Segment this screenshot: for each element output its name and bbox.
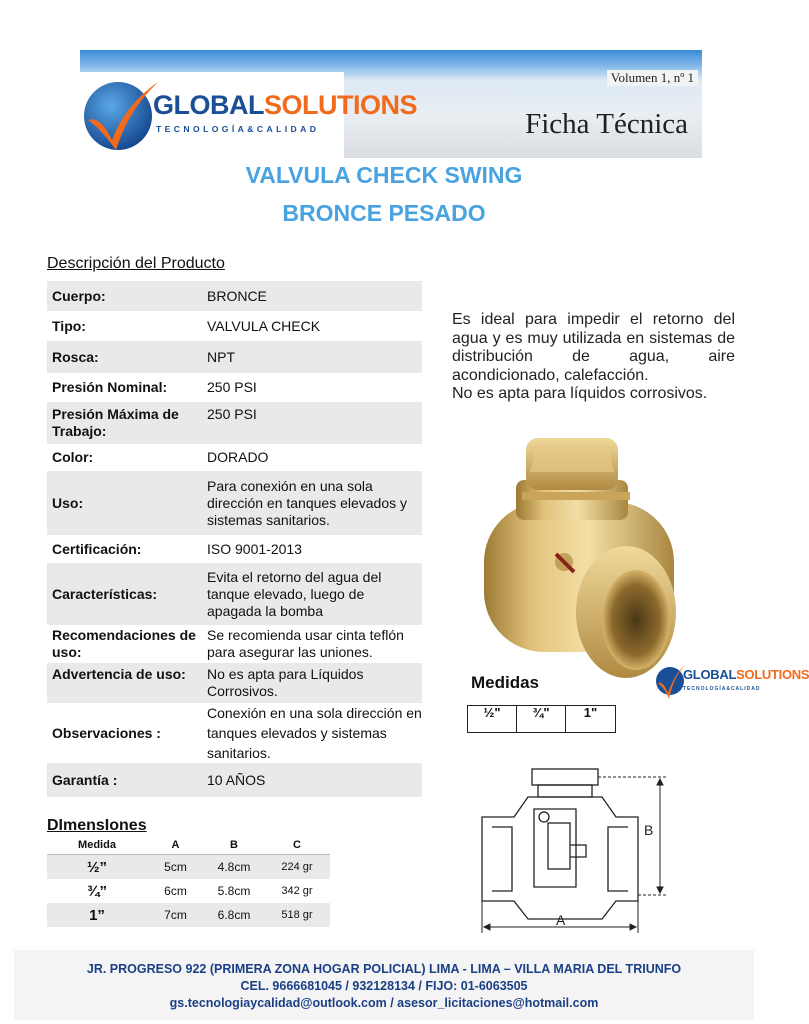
header-banner [80, 50, 702, 158]
document-type-title: Ficha Técnica [525, 108, 688, 140]
dim-medida: ¾” [86, 882, 107, 900]
dimensions-row [47, 855, 330, 879]
spec-value: Se recomienda usar cinta teflón para asegurar las uniones. [207, 627, 404, 660]
medidas-size: ½" [468, 706, 517, 732]
spec-row [47, 311, 422, 341]
spec-label: Recomendaciones de uso: [52, 627, 196, 660]
spec-row [47, 663, 422, 703]
spec-table [47, 281, 422, 797]
dim-header-b: B [230, 838, 238, 851]
dim-c: 518 gr [281, 909, 313, 921]
medidas-size: 1" [583, 705, 598, 720]
spec-row [47, 402, 422, 444]
spec-row [47, 535, 422, 563]
drawing-label-a: A [556, 912, 566, 928]
spec-label: Uso: [52, 494, 84, 511]
spec-row [47, 703, 422, 763]
dim-medida: ½” [86, 858, 107, 876]
medidas-table [467, 705, 616, 733]
dimensions-heading: DImensIones [47, 817, 147, 834]
logo-word-solutions: SOLUTIONS [264, 90, 418, 120]
footer-address: JR. PROGRESO 922 (PRIMERA ZONA HOGAR POLICIAL) LIMA - LIMA – VILLA MARIA DEL TRIUNFO [86, 962, 682, 976]
spec-row [47, 471, 422, 535]
spec-value: Para conexión en una sola dirección en tanques elevados y sistemas sanitarios. [207, 477, 408, 528]
dim-a: 7cm [164, 908, 187, 922]
mini-checkmark-logo-icon [655, 659, 685, 701]
valve-cross-section-drawing [478, 765, 678, 937]
product-intro [452, 311, 735, 404]
dim-c: 224 gr [281, 861, 313, 873]
dim-a: 6cm [164, 884, 187, 898]
drawing-label-b: B [644, 822, 654, 838]
spec-label: Características: [52, 585, 158, 602]
brass-check-valve-image [476, 432, 676, 690]
dim-b: 6.8cm [217, 908, 251, 922]
spec-value: No es apta para Líquidos Corrosivos. [207, 666, 364, 699]
dim-header-c: C [293, 838, 301, 851]
logo-tagline: TECNOLOGÍA&CALIDAD [156, 124, 320, 134]
spec-label: Rosca: [52, 348, 99, 365]
dimensions-table [47, 835, 330, 927]
spec-row [47, 373, 422, 402]
footer-emails: gs.tecnologiaycalidad@outlook.com / asesor_licitaciones@hotmail.com [169, 996, 599, 1010]
logo-word-global: GLOBAL [153, 90, 264, 120]
mini-logo-wordmark [683, 667, 809, 682]
spec-label: Certificación: [52, 540, 142, 557]
intro-warning: No es apta para líquidos corrosivos. [452, 385, 708, 402]
spec-row [47, 281, 422, 311]
mini-logo-word-global: GLOBAL [683, 667, 737, 682]
spec-row [47, 625, 422, 663]
dim-c: 342 gr [281, 885, 313, 897]
spec-value: ISO 9001-2013 [207, 540, 302, 557]
intro-paragraph: Es ideal para impedir el retorno del agua y es muy utilizada en sistemas de distribución de agua, aire acondicionado, calefacción. [452, 311, 735, 384]
spec-row [47, 763, 422, 797]
spec-label: Observaciones : [52, 724, 161, 741]
spec-value: Evita el retorno del agua del tanque elevado, luego de apagada la bomba [207, 568, 382, 619]
logo-wordmark [153, 90, 417, 121]
footer-phones: CEL. 9666681045 / 932128134 / FIJO: 01-6063505 [240, 979, 528, 993]
spec-row [47, 341, 422, 373]
product-title-line1: VALVULA CHECK SWING [245, 162, 523, 188]
volume-label: Volumen 1, nº 1 [607, 70, 698, 86]
description-heading: Descripción del Producto [47, 255, 225, 272]
dim-b: 4.8cm [217, 860, 251, 874]
medidas-title: Medidas [471, 673, 540, 692]
spec-label: Tipo: [52, 317, 86, 334]
spec-label: Garantía : [52, 771, 118, 788]
dimensions-row [47, 903, 330, 927]
dim-header-a: A [171, 838, 180, 851]
spec-value: 250 PSI [207, 406, 257, 422]
dimensions-row [47, 879, 330, 903]
spec-label: Presión Nominal: [52, 379, 168, 395]
spec-value: VALVULA CHECK [207, 317, 321, 334]
spec-label: Color: [52, 449, 94, 465]
spec-value: DORADO [207, 449, 269, 465]
dim-header-medida: Medida [78, 838, 116, 851]
spec-value: 250 PSI [207, 379, 257, 395]
spec-row [47, 444, 422, 471]
spec-value: BRONCE [207, 287, 267, 304]
checkmark-logo-icon [82, 74, 158, 154]
spec-label: Presión Máxima de Trabajo: [52, 406, 179, 439]
spec-value: NPT [207, 348, 235, 365]
product-title-line2: BRONCE PESADO [282, 200, 486, 226]
spec-label: Advertencia de uso: [52, 666, 186, 682]
mini-logo-tagline: TECNOLOGÍA&CALIDAD [683, 686, 761, 692]
spec-value: 10 AÑOS [207, 771, 266, 788]
spec-value: Conexión en una sola dirección en tanques elevados y sistemas sanitarios. [207, 705, 422, 761]
mini-logo-word-solutions: SOLUTIONS [736, 667, 809, 682]
contact-footer [14, 950, 754, 1020]
spec-row [47, 563, 422, 625]
dim-medida: 1” [89, 906, 105, 924]
dimensions-header-row [47, 835, 330, 855]
dim-b: 5.8cm [217, 884, 251, 898]
dim-a: 5cm [164, 860, 187, 874]
spec-label: Cuerpo: [52, 287, 106, 304]
medidas-size: ¾" [517, 706, 566, 732]
